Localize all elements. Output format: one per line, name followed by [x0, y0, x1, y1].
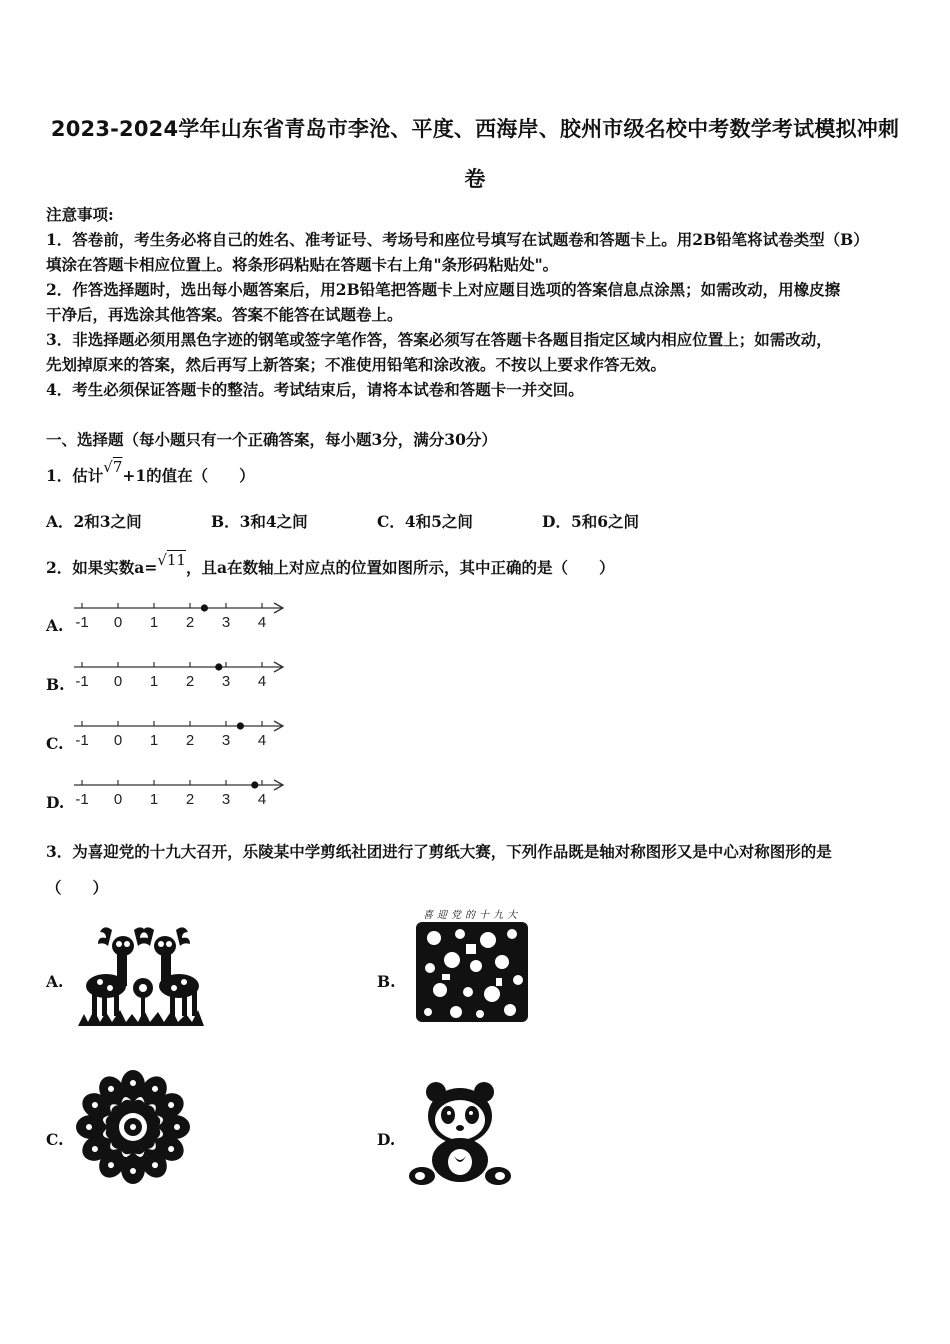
papercut-caption: 喜迎党的十九大 [423, 910, 521, 921]
party-congress-papercut-image[interactable] [412, 906, 532, 1028]
number-line-tick-label: 2 [185, 614, 195, 631]
flower-petal-hole [130, 1168, 136, 1174]
flower-papercut-image[interactable] [76, 1068, 190, 1186]
number-line-tick-label: 4 [257, 614, 267, 631]
notice-heading: 注意事项: [46, 205, 114, 224]
sqrt-symbol: √7 [103, 458, 123, 476]
number-line-tick-label: 3 [221, 614, 231, 631]
flower-petal-hole [174, 1124, 180, 1130]
question-3-line2: （ ） [46, 878, 109, 897]
question-2 [46, 551, 615, 578]
question-3-line1: 3．为喜迎党的十九大召开，乐陵某中学剪纸社团进行了剪纸大赛，下列作品既是轴对称图形又是中心对称图形的是 [46, 842, 832, 861]
q1-option-c[interactable]: C．4和5之间 [377, 512, 473, 531]
number-line-tick-label: 0 [113, 732, 123, 749]
number-line-tick-label: 0 [113, 614, 123, 631]
q1-radicand: 7 [112, 458, 123, 476]
q3-option-d-label[interactable]: D. [377, 1130, 396, 1149]
q2-number-line-c[interactable] [70, 716, 290, 750]
q2-option-a-label[interactable]: A. [46, 616, 64, 635]
number-line-tick-label: 2 [185, 791, 195, 808]
q2-number-line-b[interactable] [70, 657, 290, 691]
exam-title-line2: 卷 [464, 167, 486, 191]
number-line-tick-label: 1 [149, 791, 159, 808]
number-line-point-a [201, 604, 208, 611]
q1-suffix: +1的值在（ ） [122, 466, 255, 485]
q2-option-c-label[interactable]: C. [46, 734, 64, 753]
panda-papercut-image[interactable] [408, 1080, 512, 1188]
q1-prefix: 1．估计 [46, 466, 104, 485]
number-line-tick-label: 0 [113, 673, 123, 690]
number-line-tick-label: 2 [185, 732, 195, 749]
q2-suffix: ，且a在数轴上对应点的位置如图所示，其中正确的是（ ） [185, 558, 615, 577]
section-heading: 一、选择题（每小题只有一个正确答案，每小题3分，满分30分） [46, 430, 497, 449]
q2-radicand: 11 [166, 551, 186, 569]
flower-petal-hole [86, 1124, 92, 1130]
number-line-tick-label: 3 [221, 673, 231, 690]
sqrt-symbol: √11 [157, 551, 186, 569]
notice-line: 2．作答选择题时，选出每小题答案后，用2B铅笔把答题卡上对应题目选项的答案信息点涂黑；如需改动，用橡皮擦 [46, 280, 841, 299]
q2-number-line-d[interactable] [70, 775, 290, 809]
number-line-tick-label: 4 [257, 791, 267, 808]
number-line-tick-label: -1 [75, 791, 89, 808]
notice-line: 干净后，再选涂其他答案。答案不能答在试题卷上。 [46, 305, 403, 324]
number-line-tick-label: 4 [257, 673, 267, 690]
number-line-tick-label: 1 [149, 614, 159, 631]
number-line-tick-label: 4 [257, 732, 267, 749]
q3-option-b-label[interactable]: B. [377, 972, 396, 991]
number-line-tick-label: 2 [185, 673, 195, 690]
q2-prefix: 2．如果实数a= [46, 558, 158, 577]
number-line-tick-label: 3 [221, 791, 231, 808]
q1-option-d[interactable]: D．5和6之间 [542, 512, 640, 531]
question-1 [46, 458, 255, 486]
number-line-tick-label: 1 [149, 732, 159, 749]
deer-papercut-image[interactable] [74, 918, 208, 1028]
number-line-tick-label: -1 [75, 614, 89, 631]
number-line-tick-label: 3 [221, 732, 231, 749]
number-line-tick-label: 0 [113, 791, 123, 808]
q3-option-a-label[interactable]: A. [46, 972, 64, 991]
q1-option-a[interactable]: A．2和3之间 [46, 512, 142, 531]
number-line-tick-label: 1 [149, 673, 159, 690]
q2-option-d-label[interactable]: D. [46, 793, 65, 812]
notice-line: 先划掉原来的答案，然后再写上新答案；不准使用铅笔和涂改液。不按以上要求作答无效。 [46, 355, 667, 374]
number-line-point-a [237, 722, 244, 729]
flower-petal-hole [130, 1080, 136, 1086]
notice-line: 4．考生必须保证答题卡的整洁。考试结束后，请将本试卷和答题卡一并交回。 [46, 380, 584, 399]
notice-line: 3．非选择题必须用黑色字迹的钢笔或签字笔作答，答案必须写在答题卡各题目指定区域内相应位置上；如需改动， [46, 330, 832, 349]
number-line-point-a [215, 663, 222, 670]
papercut-pattern [412, 920, 532, 1028]
q2-number-line-a[interactable] [70, 598, 290, 632]
notice-line: 填涂在答题卡相应位置上。将条形码粘贴在答题卡右上角"条形码粘贴处"。 [46, 255, 559, 274]
number-line-tick-label: -1 [75, 673, 89, 690]
number-line-point-a [251, 781, 258, 788]
notice-line: 1．答卷前，考生务必将自己的姓名、准考证号、考场号和座位号填写在试题卷和答题卡上。用2B铅笔将试卷类型（B） [46, 230, 869, 249]
q3-option-c-label[interactable]: C. [46, 1130, 64, 1149]
q2-option-b-label[interactable]: B. [46, 675, 65, 694]
q1-option-b[interactable]: B．3和4之间 [211, 512, 308, 531]
number-line-tick-label: -1 [75, 732, 89, 749]
exam-title-line1: 2023-2024学年山东省青岛市李沧、平度、西海岸、胶州市级名校中考数学考试模拟冲刺 [50, 117, 900, 141]
